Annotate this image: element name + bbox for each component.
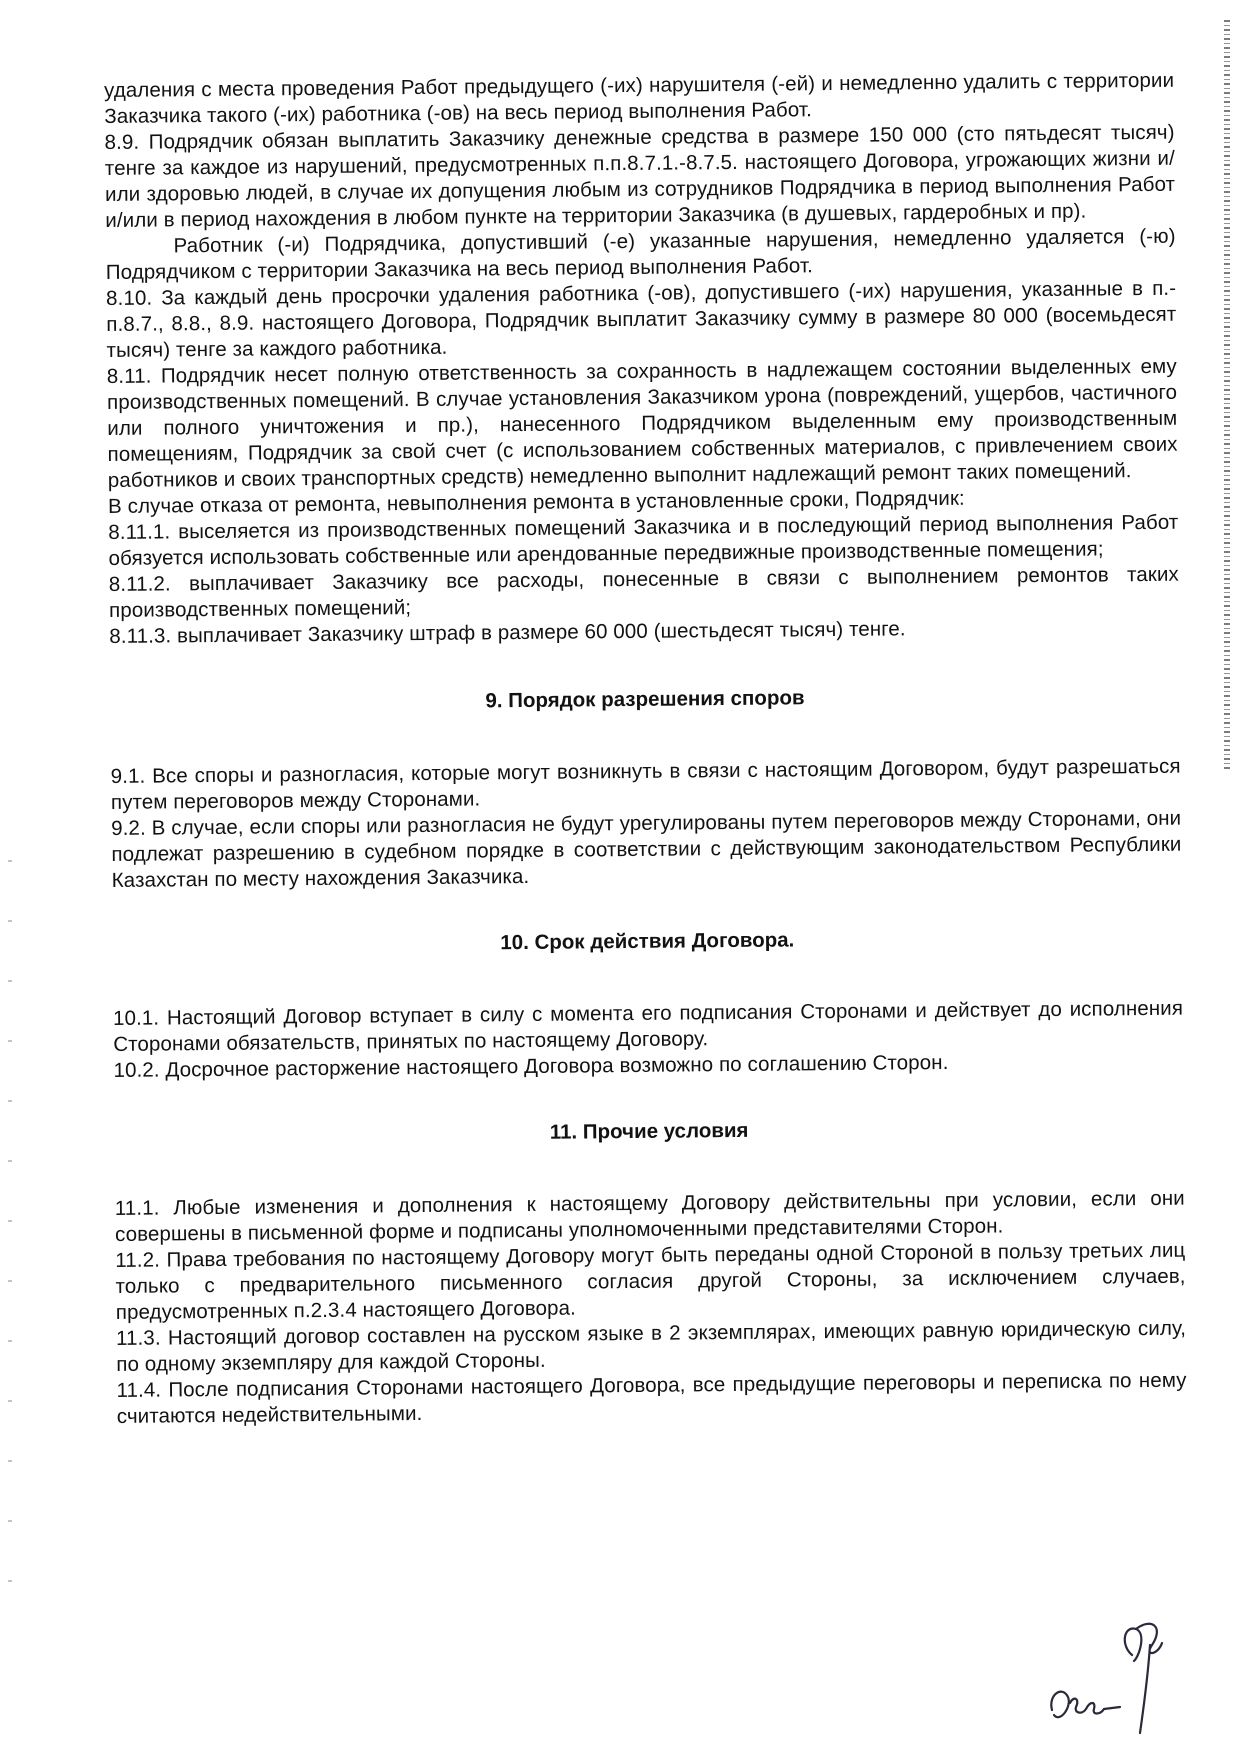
paragraph-11-4: 11.4. После подписания Сторонами настоящего Договора, все предыдущие переговоры и переписка по нему считаются недействительными. [116, 1368, 1187, 1428]
paragraph-8-11-refusal: В случае отказа от ремонта, невыполнения ремонта в установленные сроки, Подрядчик: [108, 486, 965, 518]
paragraph-8-8-continuation: удаления с места проведения Работ предыдущего (-их) нарушителя (-ей) и немедленно удалить с территории Заказчика такого (-их) работника (-ов) на весь период выполнения Работ. [104, 68, 1175, 128]
paragraph-9-2: 9.2. В случае, если споры или разногласия не будут урегулированы путем переговоров между Сторонами, они подлежат разрешению в судебном порядке в соответствии с действующим законодательством Республики Казахстан по месту нахождения Заказчика. [111, 806, 1182, 892]
paragraph-11-1: 11.1. Любые изменения и дополнения к настоящему Договору действительны при условии, если они совершены в письменной форме и подписаны уполномоченными представителями Сторон. [114, 1186, 1185, 1246]
paragraph-8-9: 8.9. Подрядчик обязан выплатить Заказчику денежные средства в размере 150 000 (сто пятьдесят тысяч) тенге за каждое из нарушений, предусмотренных п.п.8.7.1.-8.7.5. настоящего Договора, угрожающих жизни и/или здоровью людей, в случае их допущения любым из сотрудников Подрядчика в период выполнения Работ и/или в период нахождения в любом пункте на территории Заказчика (в душевых, гардеробных и пр). [104, 120, 1176, 232]
paragraph-9-1: 9.1. Все споры и разногласия, которые могут возникнуть в связи с настоящим Договором, будут разрешаться путем переговоров между Сторонами. [110, 754, 1181, 814]
paragraph-8-11-1: 8.11.1. выселяется из производственных помещений Заказчика и в последующий период выполнения Работ обязуется использовать собственные или арендованные передвижные производственные помещения; [108, 510, 1179, 570]
section-9-title: 9. Порядок разрешения споров [485, 686, 805, 713]
scan-edge-artifact [1224, 20, 1230, 770]
paragraph-8-11: 8.11. Подрядчик несет полную ответственность за сохранность в надлежащем состоянии выделенных ему производственных помещений. В случае установления Заказчиком урона (повреждений, ущербов, частичного или полного уничтожения и пр.), нанесенного Подрядчиком выделенным ему производственным помещениям, Подрядчик за свой счет (с использованием собственных материалов, с привлечением своих работников и своих транспортных средств) немедленно выполнит надлежащий ремонт таких помещений. [106, 354, 1178, 492]
contract-text [104, 68, 1187, 1430]
paragraph-10-1: 10.1. Настоящий Договор вступает в силу с момента его подписания Сторонами и действует до исполнения Сторонами обязательств, принятых по настоящему Договору. [112, 996, 1184, 1056]
paragraph-11-3: 11.3. Настоящий договор составлен на русском языке в 2 экземплярах, имеющих равную юридическую силу, по одному экземпляру для каждой Стороны. [115, 1316, 1187, 1376]
paragraph-8-9-note: Работник (-и) Подрядчика, допустивший (-е) указанные нарушения, немедленно удаляется (-ю) Подрядчиком с территории Заказчика на весь период выполнения Работ. [105, 224, 1176, 284]
scan-margin-artifact [8, 860, 12, 1610]
paragraph-8-11-2: 8.11.2. выплачивает Заказчику все расходы, понесенные в связи с выполнением ремонтов таких производственных помещений; [108, 562, 1179, 622]
handwritten-initials-icon [1040, 1615, 1190, 1735]
paragraph-8-10: 8.10. За каждый день просрочки удаления работника (-ов), допустившего (-их) нарушения, указанные в п.-п.8.7., 8.8., 8.9. настоящего Договора, Подрядчик выплатит Заказчику сумму в размере 80 000 (восемьдесят тысяч) тенге за каждого работника. [106, 276, 1177, 362]
paragraph-8-11-3: 8.11.3. выплачивает Заказчику штраф в размере 60 000 (шестьдесят тысяч) тенге. [109, 617, 906, 648]
paragraph-10-2: 10.2. Досрочное расторжение настоящего Договора возможно по соглашению Сторон. [113, 1050, 949, 1082]
section-11-title: 11. Прочие условия [549, 1118, 749, 1144]
section-10-title: 10. Срок действия Договора. [500, 928, 795, 955]
paragraph-11-2: 11.2. Права требования по настоящему Договору могут быть переданы одной Стороной в пользу третьих лиц только с предварительного письменного согласия другой Стороны, за исключением случаев, предусмотренных п.2.3.4 настоящего Договора. [115, 1238, 1186, 1324]
